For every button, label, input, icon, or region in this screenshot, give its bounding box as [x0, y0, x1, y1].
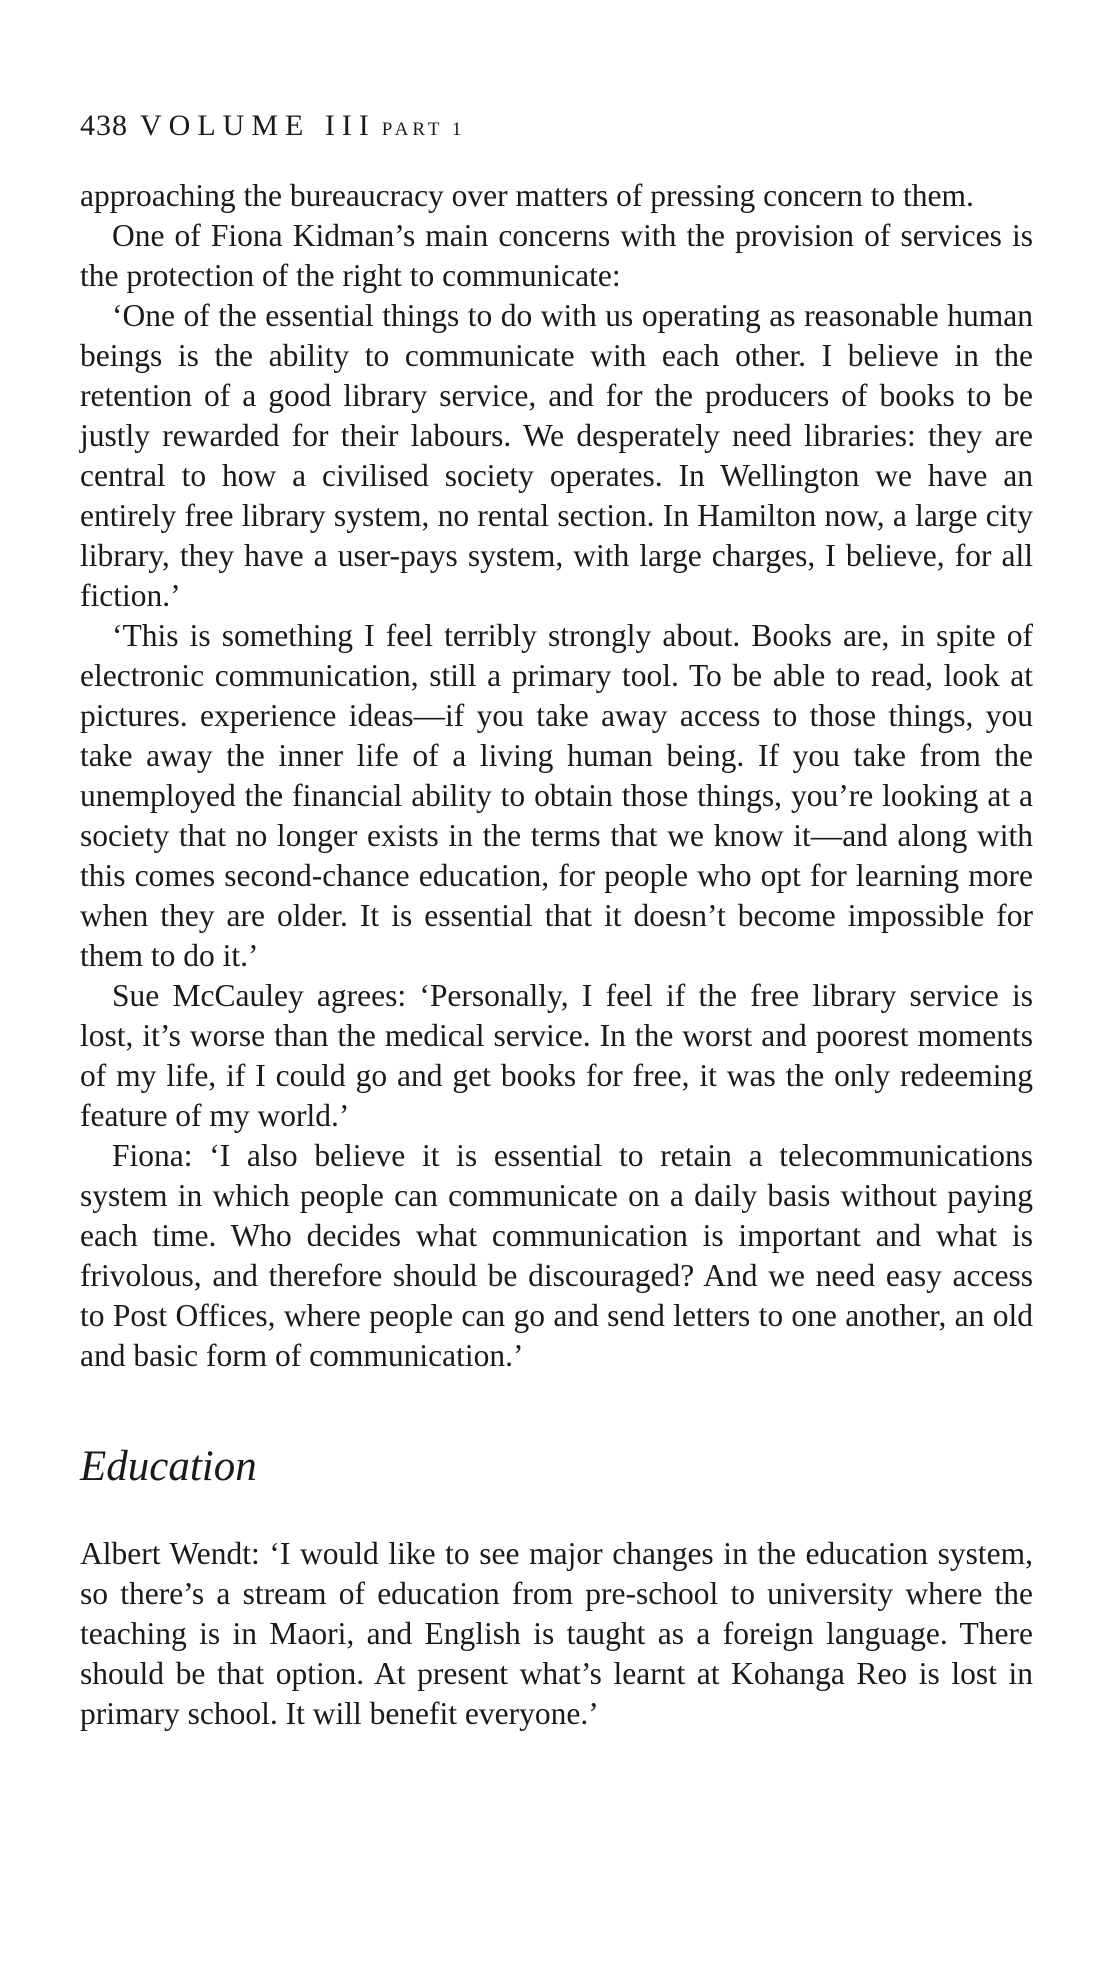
paragraph-continuation: approaching the bureaucracy over matters of pressing concern to them.: [80, 178, 974, 213]
volume-label: VOLUME III: [140, 109, 376, 142]
paragraph-kidman-intro: One of Fiona Kidman’s main concerns with the provision of services is the protection of the right to communicate:: [80, 218, 1033, 293]
section-heading-education: Education: [80, 1443, 257, 1490]
page-number: 438: [80, 109, 128, 142]
body-text: [80, 176, 1033, 1376]
paragraph-mccauley-quote: Sue McCauley agrees: ‘Personally, I feel if the free library service is lost, it’s worse than the medical service. In the worst and poorest moments of my life, if I could go and get books for free, it was the only redeeming feature of my world.’: [80, 978, 1033, 1133]
paragraph-kidman-quote-libraries: ‘One of the essential things to do with us operating as reasonable human beings is the ability to communicate with each other. I believe in the retention of a good library service, and for the producers of books to be justly rewarded for their labours. We desperately need libraries: they are central to how a civilised society operates. In Wellington we have an entirely free library system, no rental section. In Hamilton now, a large city library, they have a user-pays system, with large charges, I believe, for all fiction.’: [80, 298, 1033, 613]
part-label: PART 1: [381, 119, 466, 140]
paragraph-wendt-quote: Albert Wendt: ‘I would like to see major changes in the education system, so there’s a stream of education from pre-school to university where the teaching is in Maori, and English is taught as a foreign language. There should be that option. At present what’s learnt at Kohanga Reo is lost in primary school. It will benefit everyone.’: [80, 1536, 1033, 1731]
paragraph-kidman-quote-books: ‘This is something I feel terribly strongly about. Books are, in spite of electronic communication, still a primary tool. To be able to read, look at pictures. experience ideas—if you take away access to those things, you take away the inner life of a living human being. If you take from the unemployed the financial ability to obtain those things, you’re looking at a society that no longer exists in the terms that we know it—and along with this comes second-chance education, for people who opt for learning more when they are older. It is essential that it doesn’t become impossible for them to do it.’: [80, 618, 1033, 973]
running-head: [80, 108, 1033, 148]
paragraph-fiona-telecom: Fiona: ‘I also believe it is essential to retain a telecommunications system in which people can communicate on a daily basis without paying each time. Who decides what communication is important and what is frivolous, and therefore should be discouraged? And we need easy access to Post Offices, where people can go and send letters to one another, an old and basic form of communication.’: [80, 1138, 1033, 1373]
book-page: [80, 108, 1033, 1734]
